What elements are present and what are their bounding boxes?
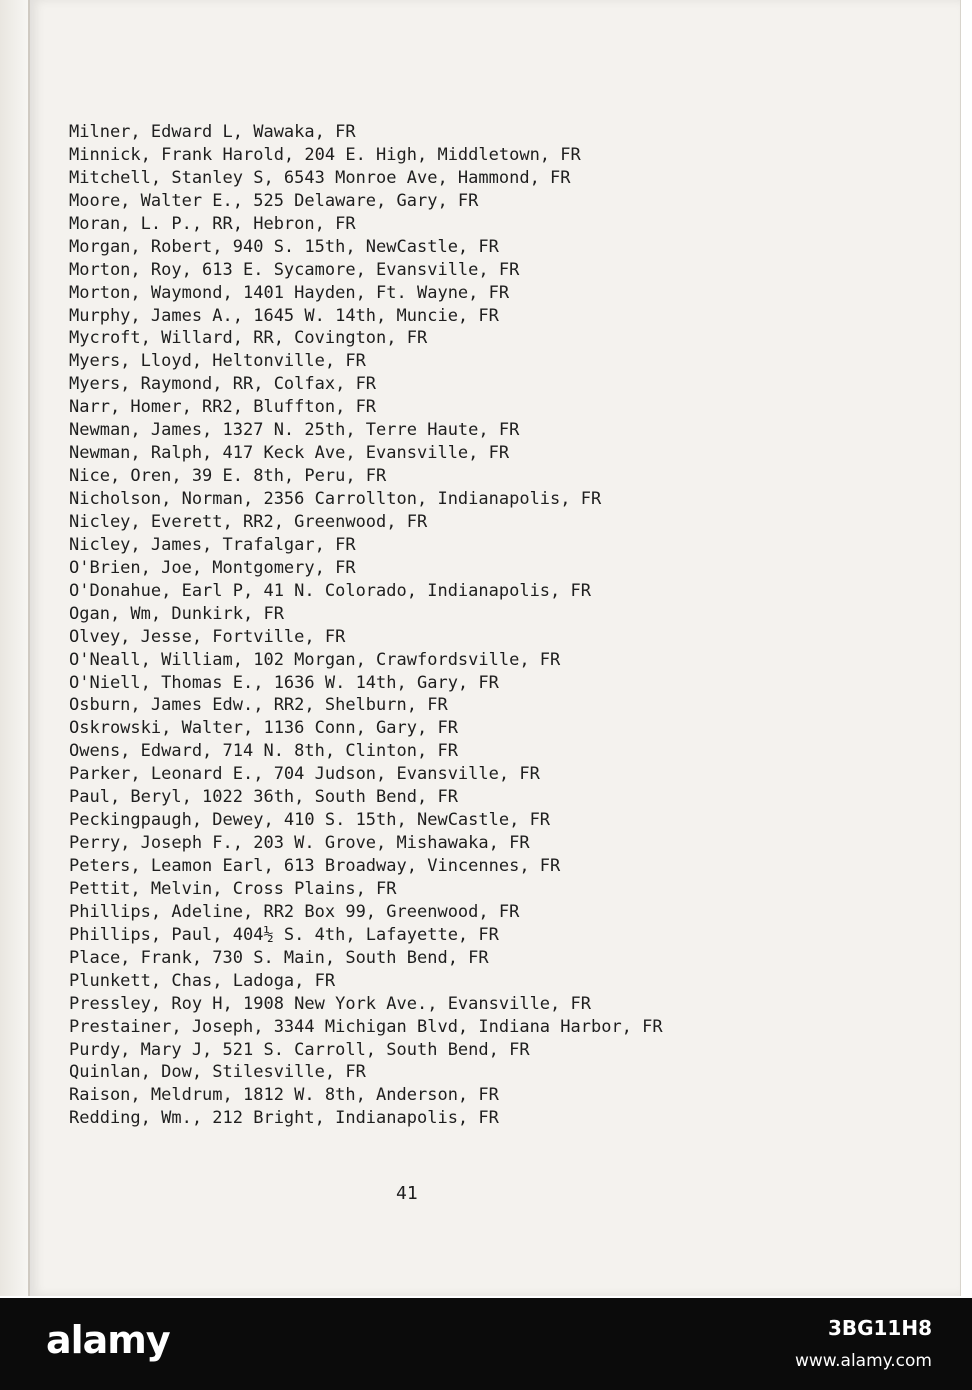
directory-entry: Quinlan, Dow, Stilesville, FR bbox=[69, 1062, 366, 1083]
book-spine-shadow bbox=[0, 0, 28, 1296]
directory-entry: Morgan, Robert, 940 S. 15th, NewCastle, FR bbox=[69, 236, 499, 257]
directory-entry: Newman, Ralph, 417 Keck Ave, Evansville, FR bbox=[69, 443, 510, 464]
directory-entry: Murphy, James A., 1645 W. 14th, Muncie, FR bbox=[69, 305, 499, 326]
page-number: 41 bbox=[396, 1183, 418, 1204]
directory-entry: Pettit, Melvin, Cross Plains, FR bbox=[69, 878, 397, 899]
site-url: www.alamy.com bbox=[794, 1351, 932, 1371]
directory-list bbox=[69, 121, 663, 1130]
directory-entry: Oskrowski, Walter, 1136 Conn, Gary, FR bbox=[69, 718, 458, 739]
directory-entry: Owens, Edward, 714 N. 8th, Clinton, FR bbox=[69, 741, 458, 762]
directory-entry: Moore, Walter E., 525 Delaware, Gary, FR bbox=[69, 190, 479, 211]
directory-entry: Morton, Waymond, 1401 Hayden, Ft. Wayne, FR bbox=[69, 282, 510, 303]
directory-entry: Olvey, Jesse, Fortville, FR bbox=[69, 626, 346, 647]
directory-entry: Ogan, Wm, Dunkirk, FR bbox=[69, 603, 284, 624]
watermark-footer bbox=[0, 1298, 972, 1390]
directory-entry: Minnick, Frank Harold, 204 E. High, Middletown, FR bbox=[69, 144, 581, 165]
directory-entry: Nice, Oren, 39 E. 8th, Peru, FR bbox=[69, 466, 387, 487]
directory-entry: Newman, James, 1327 N. 25th, Terre Haute, FR bbox=[69, 420, 520, 441]
directory-entry: O'Brien, Joe, Montgomery, FR bbox=[69, 557, 356, 578]
directory-entry: Plunkett, Chas, Ladoga, FR bbox=[69, 970, 336, 991]
directory-entry: Paul, Beryl, 1022 36th, South Bend, FR bbox=[69, 787, 458, 808]
directory-entry: Pressley, Roy H, 1908 New York Ave., Evansville, FR bbox=[69, 993, 591, 1014]
directory-entry: Nicholson, Norman, 2356 Carrollton, Indianapolis, FR bbox=[69, 489, 602, 509]
directory-entry: Myers, Raymond, RR, Colfax, FR bbox=[69, 374, 377, 395]
directory-entry: Peters, Leamon Earl, 613 Broadway, Vincennes, FR bbox=[69, 856, 561, 876]
directory-entry: O'Niell, Thomas E., 1636 W. 14th, Gary, FR bbox=[69, 672, 499, 693]
directory-entry: Osburn, James Edw., RR2, Shelburn, FR bbox=[69, 695, 448, 716]
directory-entry: Mitchell, Stanley S, 6543 Monroe Ave, Hammond, FR bbox=[69, 167, 571, 188]
directory-entry: Moran, L. P., RR, Hebron, FR bbox=[69, 213, 356, 234]
directory-entry: Parker, Leonard E., 704 Judson, Evansville, FR bbox=[69, 764, 540, 785]
directory-entry: Mycroft, Willard, RR, Covington, FR bbox=[69, 328, 428, 349]
directory-entry: O'Neall, William, 102 Morgan, Crawfordsville, FR bbox=[69, 649, 561, 670]
directory-entry: Morton, Roy, 613 E. Sycamore, Evansville, FR bbox=[69, 259, 520, 280]
directory-entry: Milner, Edward L, Wawaka, FR bbox=[69, 122, 356, 142]
directory-entry: Phillips, Adeline, RR2 Box 99, Greenwood, FR bbox=[69, 901, 520, 922]
directory-entry: Nicley, Everett, RR2, Greenwood, FR bbox=[69, 511, 428, 532]
directory-entry: Narr, Homer, RR2, Bluffton, FR bbox=[69, 397, 377, 418]
alamy-logo: alamy bbox=[46, 1318, 170, 1362]
directory-entry: Redding, Wm., 212 Bright, Indianapolis, FR bbox=[69, 1108, 499, 1129]
directory-entry: Purdy, Mary J, 521 S. Carroll, South Bend, FR bbox=[69, 1039, 530, 1060]
directory-entry: Myers, Lloyd, Heltonville, FR bbox=[69, 351, 366, 372]
directory-entry: Raison, Meldrum, 1812 W. 8th, Anderson, FR bbox=[69, 1085, 499, 1106]
directory-entry: Peckingpaugh, Dewey, 410 S. 15th, NewCastle, FR bbox=[69, 810, 551, 831]
directory-entry: Perry, Joseph F., 203 W. Grove, Mishawaka, FR bbox=[69, 833, 530, 854]
directory-entry: Place, Frank, 730 S. Main, South Bend, FR bbox=[69, 947, 489, 968]
directory-entry: Nicley, James, Trafalgar, FR bbox=[69, 534, 356, 555]
image-id: 3BG11H8 bbox=[827, 1316, 932, 1340]
directory-entry: Prestainer, Joseph, 3344 Michigan Blvd, Indiana Harbor, FR bbox=[69, 1016, 663, 1037]
directory-entry: O'Donahue, Earl P, 41 N. Colorado, Indianapolis, FR bbox=[69, 580, 591, 601]
directory-entry: Phillips, Paul, 404½ S. 4th, Lafayette, FR bbox=[69, 924, 499, 945]
